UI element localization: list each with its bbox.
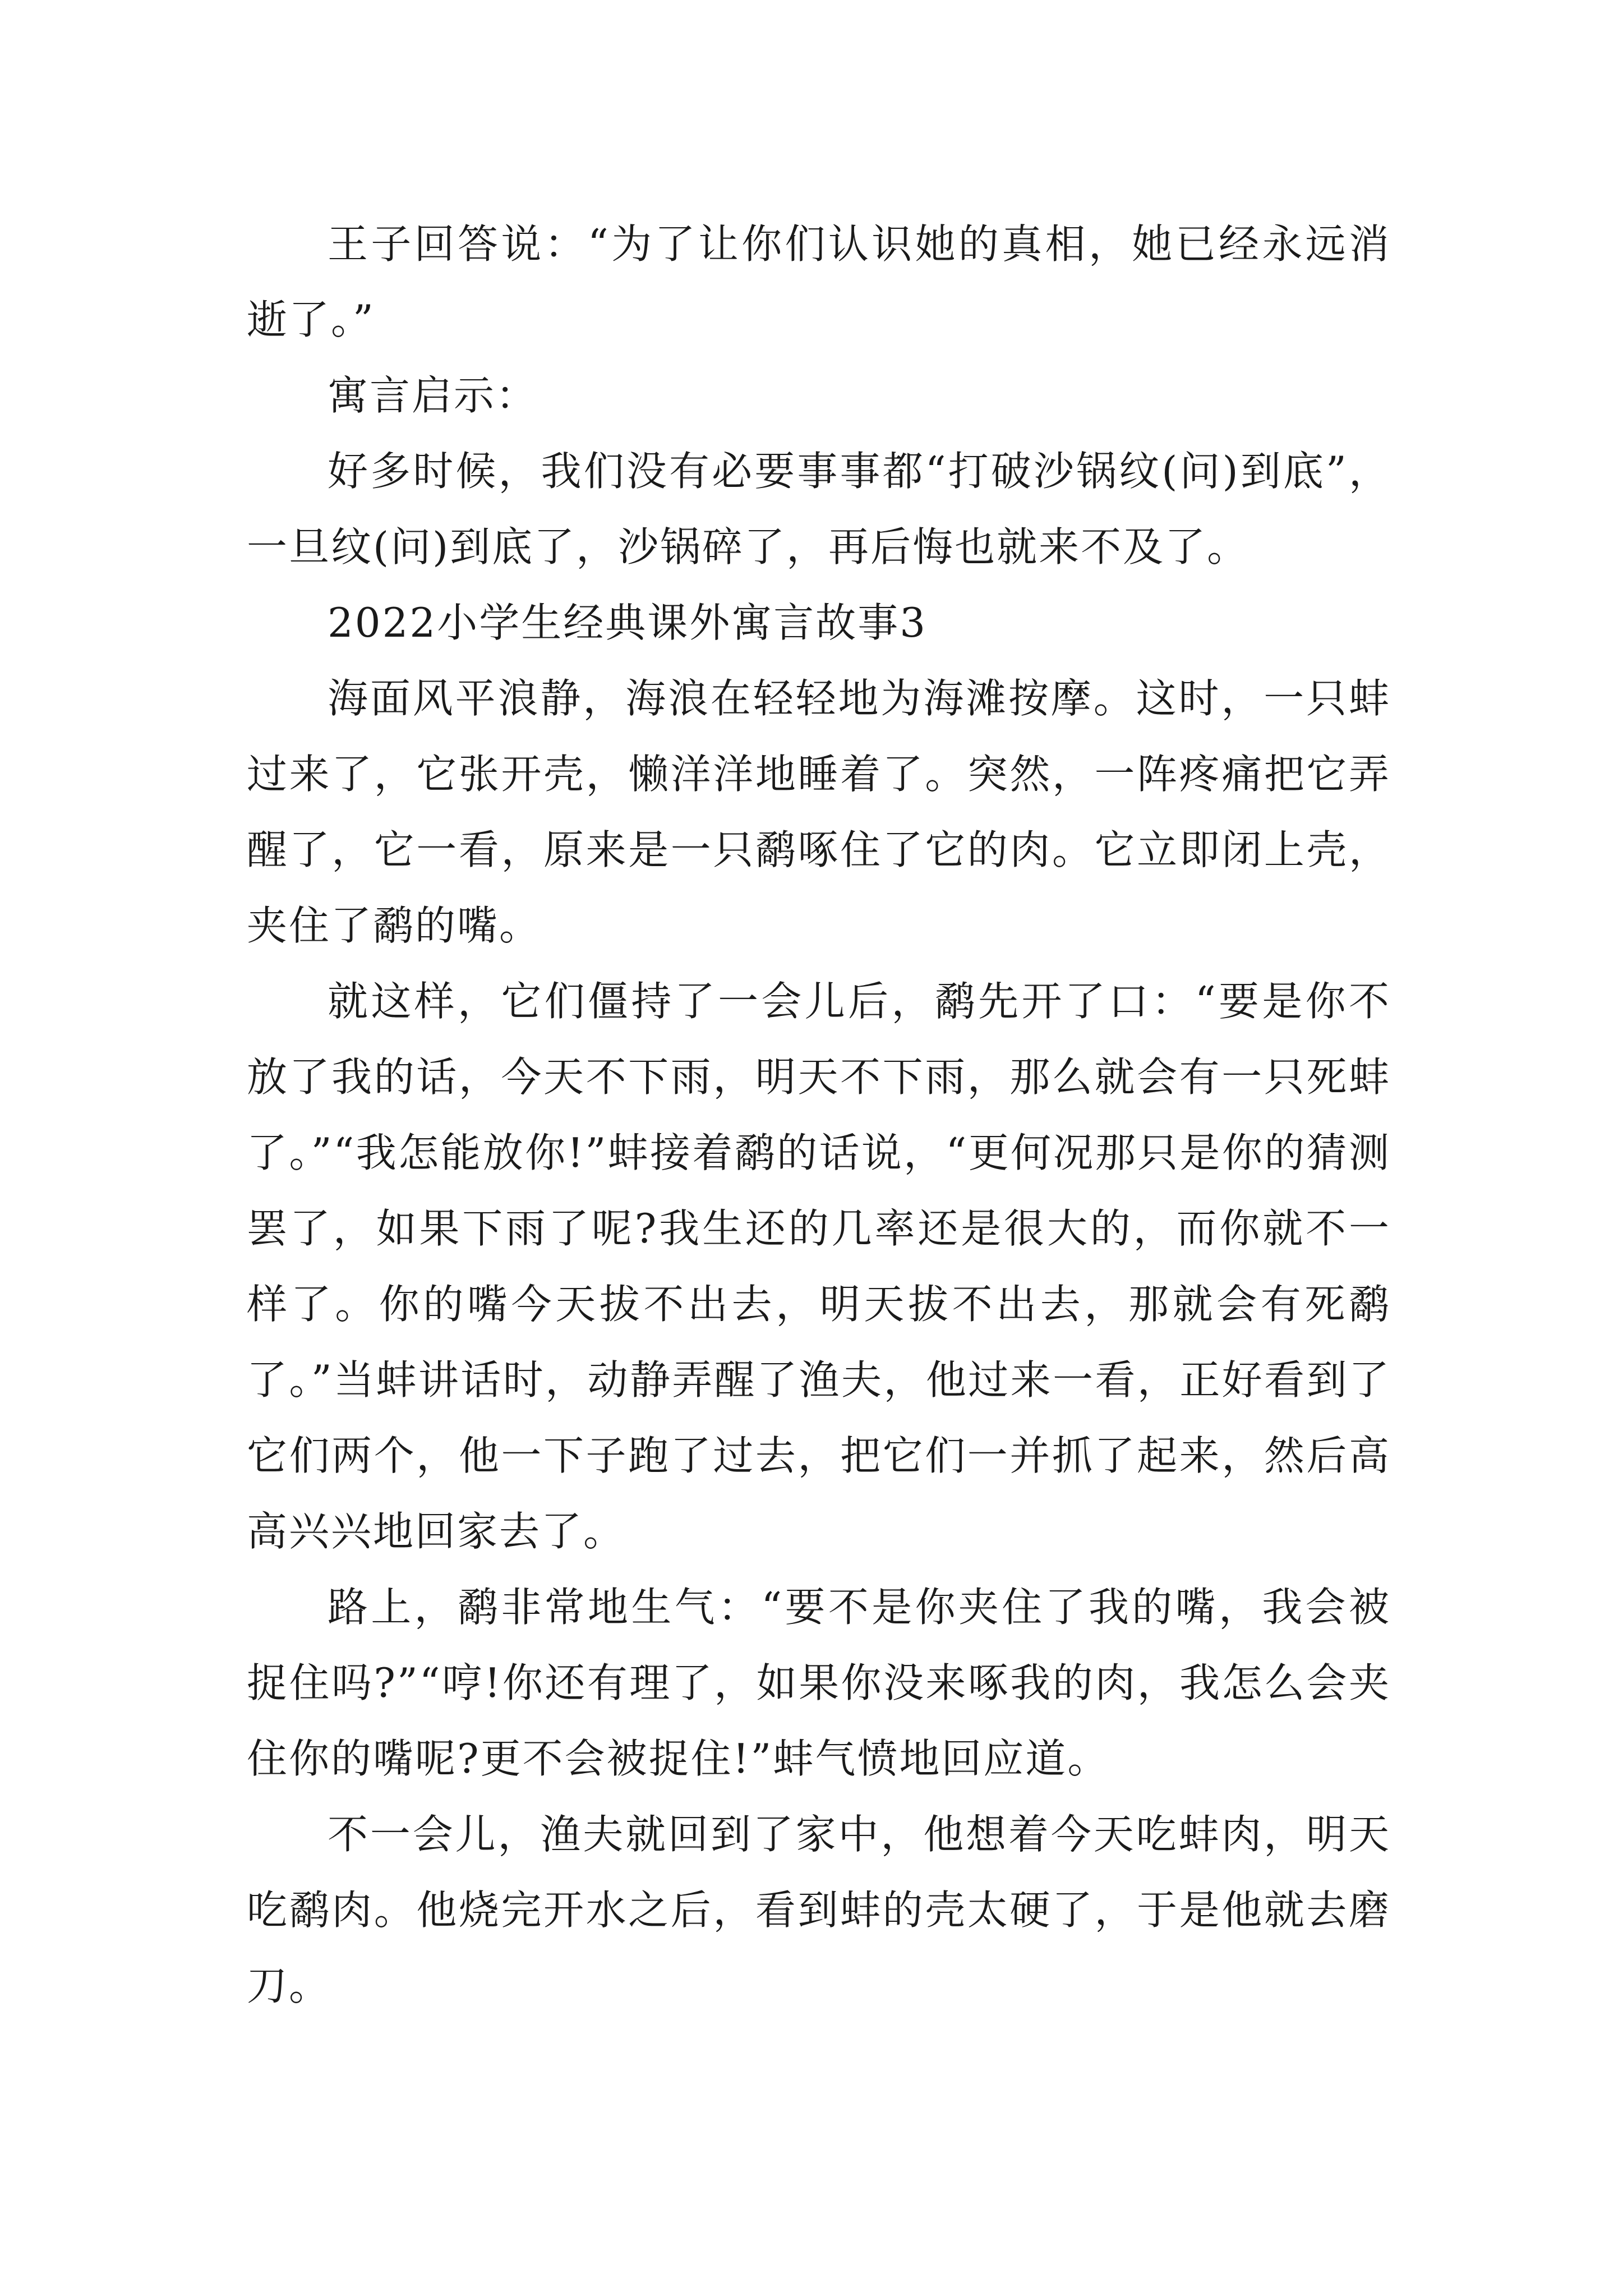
- paragraph-prince-answer: 王子回答说：“为了让你们认识她的真相，她已经永远消逝了。”: [247, 220, 1391, 343]
- paragraph-moral-heading: 寓言启示：: [328, 372, 538, 419]
- paragraph-story-3: 路上，鹬非常地生气：“要不是你夹住了我的嘴，我会被捉住吗?”“哼!你还有理了，如果你没来啄我的肉，我怎么会夹住你的嘴呢?更不会被捉住!”蚌气愤地回应道。: [247, 1584, 1391, 1782]
- story-title: 2022小学生经典课外寓言故事3: [328, 599, 928, 646]
- paragraph-story-1: 海面风平浪静，海浪在轻轻地为海滩按摩。这时，一只蚌过来了，它张开壳，懒洋洋地睡着了。突然，一阵疼痛把它弄醒了，它一看，原来是一只鹬啄住了它的肉。它立即闭上壳，夹住了鹬的嘴。: [247, 675, 1391, 949]
- paragraph-story-2: 就这样，它们僵持了一会儿后，鹬先开了口：“要是你不放了我的话，今天不下雨，明天不下雨，那么就会有一只死蚌了。”“我怎能放你!”蚌接着鹬的话说，“更何况那只是你的猜测罢了，如果下雨了呢?我生还的几率还是很大的，而你就不一样了。你的嘴今天拔不出去，明天拔不出去，那就会有死鹬了。”当蚌讲话时，动静弄醒了渔夫，他过来一看，正好看到了它们两个，他一下子跑了过去，把它们一并抓了起来，然后高高兴兴地回家去了。: [247, 978, 1391, 1555]
- paragraph-moral-text: 好多时候，我们没有必要事事都“打破沙锅纹(问)到底”，一旦纹(问)到底了，沙锅碎了，再后悔也就来不及了。: [247, 448, 1391, 570]
- document-body: [247, 206, 1391, 2024]
- paragraph-story-4: 不一会儿，渔夫就回到了家中，他想着今天吃蚌肉，明天吃鹬肉。他烧完开水之后，看到蚌的壳太硬了，于是他就去磨刀。: [247, 1811, 1391, 2009]
